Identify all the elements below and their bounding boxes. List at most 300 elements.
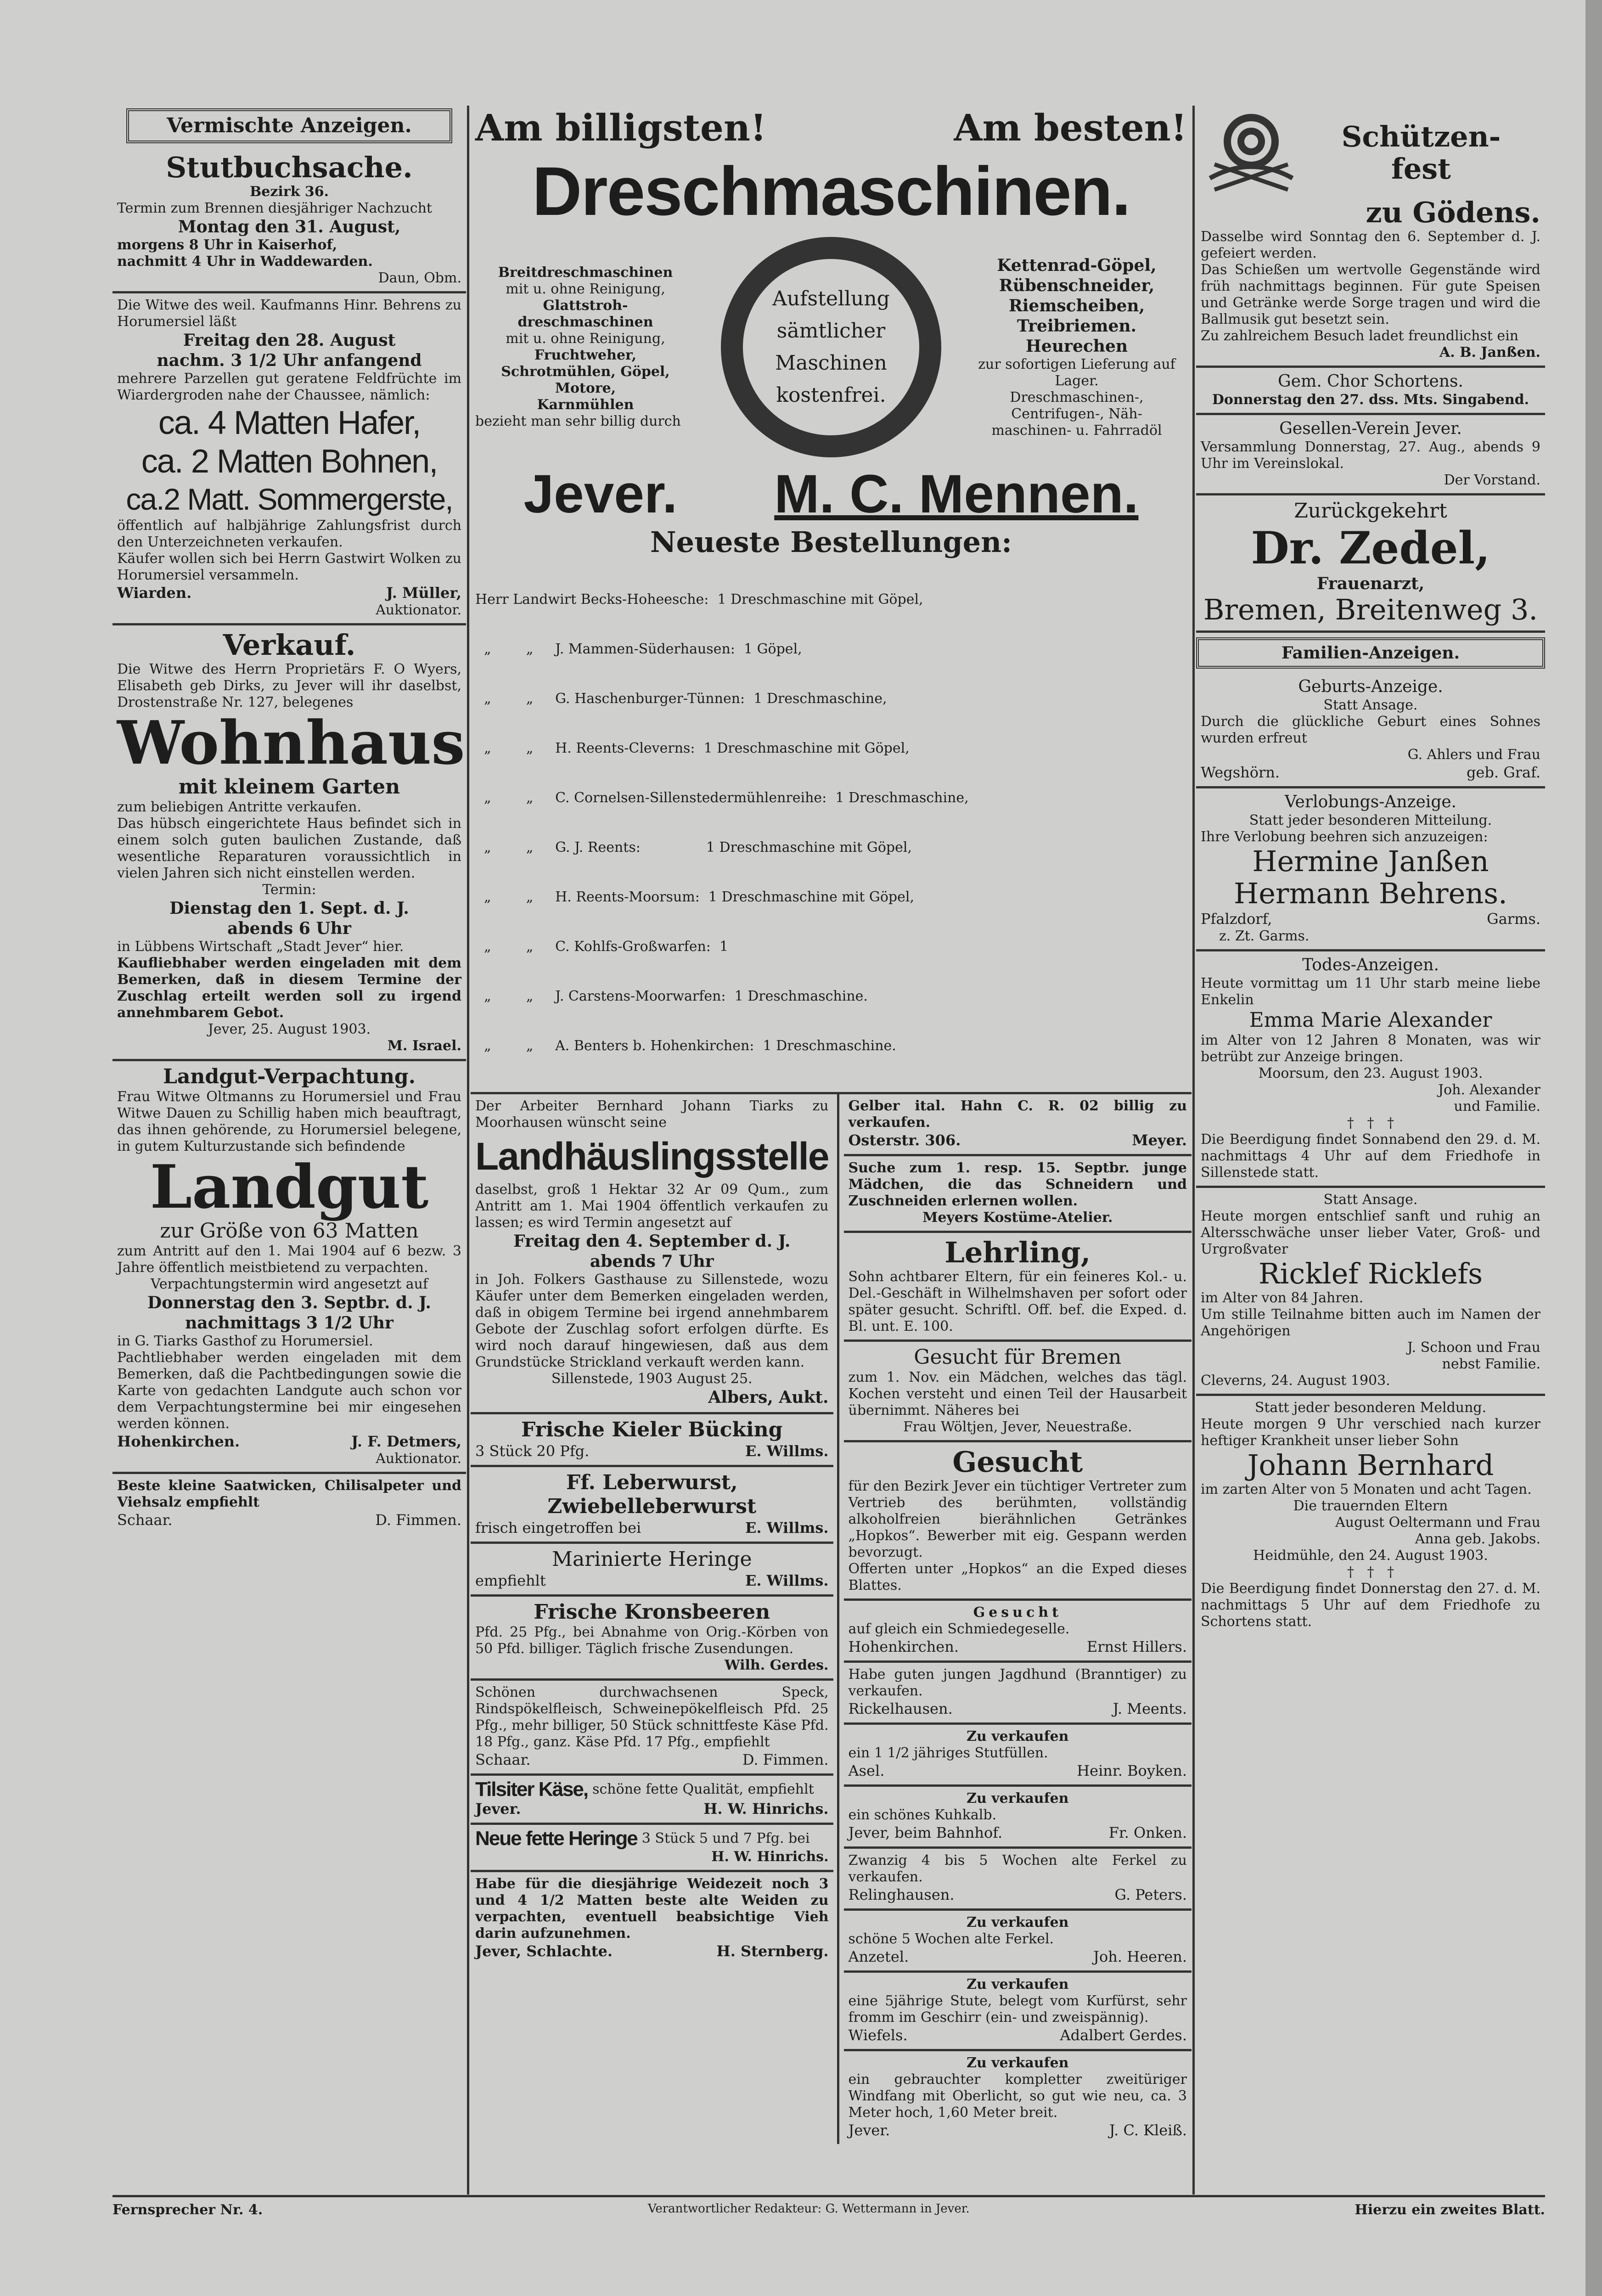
ad-signer: und Familie. xyxy=(1454,1098,1540,1114)
ad-place: Hohenkirchen. xyxy=(848,1638,959,1655)
ad-text: Donnerstag den 27. dss. Mts. Singabend. xyxy=(1212,392,1529,408)
ad-place: Rickelhausen. xyxy=(848,1700,953,1717)
ad-text: morgens 8 Uhr in Kaiserhof, xyxy=(117,237,337,253)
ad-text: frisch eingetroffen bei xyxy=(475,1519,641,1536)
ad-fette-heringe xyxy=(471,1825,833,1872)
ad-signature-row xyxy=(849,1699,1187,1718)
ad-witwe-behrens xyxy=(112,293,466,625)
ad-dateline: Cleverns, 24. August 1903. xyxy=(1201,1373,1390,1389)
ad-signature-row xyxy=(849,1947,1187,1966)
ad-signer: E. Willms. xyxy=(745,1572,829,1589)
middle-split xyxy=(471,1094,1192,2144)
ad-name: Hermine Janßen xyxy=(1252,844,1489,878)
ad-text: Statt jeder besonderen Mitteilung. xyxy=(1249,812,1492,828)
ad-title: Verkauf. xyxy=(223,628,356,662)
ad-text: im zarten Alter von 5 Monaten und acht Tagen. xyxy=(1201,1481,1532,1497)
ad-date: Donnerstag den 3. Septbr. d. J. xyxy=(147,1293,431,1312)
ad-signature-row xyxy=(1201,910,1540,928)
ad-lehrling xyxy=(844,1233,1192,1342)
list-item: maschinen- u. Fahrradöl xyxy=(991,422,1162,439)
list-item: mit u. ohne Reinigung, xyxy=(506,281,665,297)
ad-signature-row xyxy=(849,1131,1187,1149)
ad-time: abends 6 Uhr xyxy=(227,919,351,938)
ad-kronsbeeren xyxy=(471,1597,833,1681)
ad-title: Zu verkaufen xyxy=(967,2055,1069,2071)
list-item: Centrifugen-, Näh- xyxy=(1011,406,1142,422)
ad-date: Freitag den 28. August xyxy=(183,331,396,350)
ad-geburt xyxy=(1196,673,1545,788)
ad-signer: Der Vorstand. xyxy=(1444,472,1540,488)
ad-signer: Anna geb. Jakobs. xyxy=(1415,1531,1540,1547)
ad-text: Um stille Teilnahme bitten auch im Namen der Angehörigen xyxy=(1201,1306,1540,1339)
ad-title: Zwiebelleberwurst xyxy=(547,1495,757,1518)
section-title-frame xyxy=(126,108,452,143)
ad-title: Schützen- xyxy=(1341,120,1501,153)
ad-signer: Heinr. Boyken. xyxy=(1077,1762,1187,1779)
ad-text: Kaufliebhaber werden eingeladen mit dem Bemerken, daß in diesem Termine der Zuschlag erteilt werden soll zu irgend annehmbarem Gebot. xyxy=(117,955,461,1021)
ad-nee: geb. Graf. xyxy=(1466,764,1540,781)
ad-signer: E. Willms. xyxy=(745,1442,829,1460)
ad-title: zu Gödens. xyxy=(1366,196,1540,229)
ad-text: in Lübbens Wirtschaft „Stadt Jever“ hier. xyxy=(117,939,404,955)
ad-bremen xyxy=(844,1342,1192,1442)
ad-title: Zu verkaufen xyxy=(967,1728,1069,1745)
ad-text: Suche zum 1. resp. 15. Septbr. junge Mädchen, die das Schneidern und Zuschneiden erlernen wollen. xyxy=(848,1160,1187,1209)
ad-place: Schaar. xyxy=(475,1751,531,1768)
ad-signature-row xyxy=(849,1761,1187,1780)
column-middle xyxy=(471,106,1192,2195)
ad-text: Die Beerdigung findet Sonnabend den 29. d. M. nachmittags 4 Uhr auf dem Friedhofe in Sillenstede statt. xyxy=(1201,1131,1540,1181)
ad-circle xyxy=(721,237,941,457)
ad-text: 3 Stück 5 und 7 Pfg. bei xyxy=(641,1830,810,1846)
ad-text: für den Bezirk Jever ein tüchtiger Vertreter zum Vertrieb des berühmten, vollständig alkoholfreien bierähnlichen Getränkes „Hopkos“. Bewerber mit eig. Gespann werden bevorzugt. xyxy=(848,1478,1187,1560)
list-item: Kettenrad-Göpel, xyxy=(997,256,1157,275)
ad-dateline: Sillenstede, 1903 August 25. xyxy=(551,1371,753,1387)
list-item: „ „ H. Reents-Moorsum: 1 Dreschmaschine mit Göpel, xyxy=(475,889,914,905)
ad-signer: Ernst Hillers. xyxy=(1086,1638,1187,1655)
ad-signer: August Oeltermann und Frau xyxy=(1335,1514,1540,1531)
ad-text: Das hübsch eingerichtete Haus befindet sich in einem solch guten baulichen Zustande, daß wesentliche Reparaturen voraussichtlich in vielen Jahren sich nicht einstellen werden. xyxy=(117,816,461,881)
list-item: Riemscheiben, xyxy=(1008,296,1145,315)
ad-signer: H. W. Hinrichs. xyxy=(703,1800,829,1818)
list-item: Breitdreschmaschinen xyxy=(498,264,673,281)
ad-tilsiter xyxy=(471,1776,833,1825)
ad-text: ein gebrauchter kompletter zweitüriger Windfang mit Oberlicht, so gut wie neu, ca. 3 Meter hoch, 1,60 Meter breit. xyxy=(848,2071,1187,2121)
ad-text: Statt jeder besonderen Meldung. xyxy=(1254,1400,1487,1416)
ad-text: zum Antritt auf den 1. Mai 1904 auf 6 bezw. 3 Jahre öffentlich meistbietend zu verpachten. xyxy=(117,1243,461,1276)
ad-text: Die trauernden Eltern xyxy=(1293,1498,1448,1514)
ad-title: Verlobungs-Anzeige. xyxy=(1284,793,1457,811)
ad-signature-row xyxy=(1201,763,1540,782)
ad-headline: Landgut xyxy=(150,1152,429,1222)
ad-signer: nebst Familie. xyxy=(1442,1356,1540,1372)
ad-text: Termin: xyxy=(262,882,316,898)
ad-place: Wegshörn. xyxy=(1201,764,1280,781)
list-item: mit u. ohne Reinigung, xyxy=(506,331,665,347)
ad-signature-row xyxy=(475,1442,829,1460)
ad-text: Dasselbe wird Sonntag den 6. September d. J. gefeiert werden. xyxy=(1201,229,1540,261)
ad-zedel xyxy=(1196,495,1545,633)
ad-title: Geburts-Anzeige. xyxy=(1298,677,1443,696)
ad-text: im Alter von 12 Jahren 8 Monaten, was wir betrübt zur Anzeige bringen. xyxy=(1201,1032,1540,1065)
ad-ferkel-2 xyxy=(844,1911,1192,1973)
ad-text: Heute morgen entschlief sanft und ruhig an Altersschwäche unser lieber Vater, Groß- und Urgroßvater xyxy=(1201,1208,1540,1257)
ad-place: Jever. xyxy=(523,464,678,524)
ad-landgut xyxy=(112,1061,466,1474)
list-item: Heurechen xyxy=(1025,337,1128,356)
ad-text: Käufer wollen sich bei Herrn Gastwirt Wolken zu Horumersiel versammeln. xyxy=(117,551,461,583)
ad-signature-row xyxy=(849,2121,1187,2139)
list-item: Karnmühlen xyxy=(537,397,634,413)
ad-signer: J. C. Kleiß. xyxy=(1109,2122,1187,2139)
ad-dreschmaschinen xyxy=(471,106,1192,1094)
cross-icons: † † † xyxy=(1347,1115,1394,1131)
target-emblem-icon xyxy=(1201,109,1302,197)
ad-speck xyxy=(471,1681,833,1776)
ad-place: Wiarden. xyxy=(117,584,192,602)
ad-place: Jever, Schlachte. xyxy=(475,1942,613,1960)
ad-tod-bernhard xyxy=(1196,1396,1545,1635)
column-rule xyxy=(467,106,469,2195)
ad-place: Anzetel. xyxy=(848,1948,909,1965)
ad-left-list xyxy=(475,264,696,430)
ad-header-right: Am besten! xyxy=(954,106,1187,149)
ad-time: abends 7 Uhr xyxy=(590,1252,714,1271)
ad-stutfuellen xyxy=(844,1725,1192,1787)
ad-text: Durch die glückliche Geburt eines Sohnes wurden erfreut xyxy=(1201,714,1540,746)
ad-signer: J. Meents. xyxy=(1113,1700,1187,1717)
ad-place: Garms. xyxy=(1487,910,1540,928)
ad-text: eine 5jährige Stute, belegt vom Kurfürst, sehr fromm im Geschirr (ein- und zweispännig). xyxy=(848,1993,1187,2026)
ad-stutbuch xyxy=(112,148,466,293)
ad-address: Bremen, Breitenweg 3. xyxy=(1203,593,1538,626)
ad-buecking xyxy=(471,1414,833,1467)
ad-signer: H. W. Hinrichs. xyxy=(711,1849,829,1865)
ad-place: Pfalzdorf, xyxy=(1201,910,1272,928)
ad-title: Lehrling, xyxy=(944,1236,1091,1269)
ad-hahn xyxy=(844,1094,1192,1156)
ad-text: auf gleich ein Schmiedegeselle. xyxy=(848,1621,1070,1637)
list-item: „ „ J. Mammen-Süderhausen: 1 Göpel, xyxy=(475,641,802,657)
ad-names: G. Ahlers und Frau xyxy=(1407,747,1540,763)
ad-maedchen xyxy=(844,1156,1192,1233)
ad-name: Ricklef Ricklefs xyxy=(1258,1257,1483,1290)
ad-text: Habe guten jungen Jagdhund (Branntiger) zu verkaufen. xyxy=(848,1666,1187,1699)
ad-text: öffentlich auf halbjährige Zahlungsfrist durch den Unterzeichneten verkaufen. xyxy=(117,518,461,550)
ad-verlobung xyxy=(1196,788,1545,951)
ad-vertreter xyxy=(844,1442,1192,1601)
ad-text: Statt Ansage. xyxy=(1323,697,1418,713)
ad-signature-row xyxy=(475,1942,829,1960)
ad-text: Pfd. 25 Pfg., bei Abnahme von Orig.-Körben von 50 Pfd. billiger. Täglich frische Zusendungen. xyxy=(475,1624,829,1657)
ad-header-row xyxy=(475,106,1187,150)
ad-text: Sohn achtbarer Eltern, für ein feineres Kol.- u. Del.-Geschäft in Wilhelmshaven per sofort oder später gesucht. Schriftl. Off. bef. die Exped. d. Bl. unt. E. 100. xyxy=(848,1269,1187,1334)
ad-title: Stutbuchsache. xyxy=(166,151,413,184)
ad-signer: Meyer. xyxy=(1132,1131,1187,1149)
ad-subheadline: mit kleinem Garten xyxy=(178,775,400,799)
footer-editor: Verantwortlicher Redakteur: G. Wettermann in Jever. xyxy=(647,2202,970,2216)
ad-name: Hermann Behrens. xyxy=(1234,877,1507,910)
ad-dateline: Jever, 25. August 1903. xyxy=(208,1021,371,1037)
ad-schuetzenfest xyxy=(1196,106,1545,368)
list-item: Motore, xyxy=(555,380,616,396)
ad-text: Offerten unter „Hopkos“ an die Exped dieses Blattes. xyxy=(848,1561,1187,1593)
ad-role: Auktionator. xyxy=(376,1451,461,1467)
ad-title: Marinierte Heringe xyxy=(551,1548,752,1571)
ad-subtitle: Bezirk 36. xyxy=(249,184,329,200)
column-left xyxy=(112,106,466,2195)
ad-text: Heute morgen 9 Uhr verschied nach kurzer heftiger Krankheit unser lieber Sohn xyxy=(1201,1416,1540,1449)
list-item: Rübenschneider, xyxy=(999,276,1155,295)
ad-text: Die Beerdigung findet Donnerstag den 27. d. M. nachmittags 5 Uhr auf dem Friedhofe zu Schortens statt. xyxy=(1201,1581,1540,1630)
ad-schmiede xyxy=(844,1601,1192,1663)
column-rule xyxy=(1192,106,1195,2195)
ad-title: Gesucht für Bremen xyxy=(914,1345,1122,1369)
ad-text: schöne 5 Wochen alte Ferkel. xyxy=(848,1931,1054,1947)
ad-text: in G. Tiarks Gasthof zu Horumersiel. xyxy=(117,1333,373,1349)
ad-headline: Landhäuslingsstelle xyxy=(475,1135,829,1178)
ad-right-list xyxy=(967,255,1187,439)
ad-signature-row xyxy=(117,1511,461,1529)
list-item: Glattstroh- xyxy=(543,298,628,314)
ad-text: Versammlung Donnerstag, 27. Aug., abends 9 Uhr im Vereinslokal. xyxy=(1201,439,1540,472)
ad-saatwicken xyxy=(112,1474,466,1534)
ad-text: zum 1. Nov. ein Mädchen, welches das tägl. Kochen versteht und einen Teil der Hausarbeit übernimmt. Näheres bei xyxy=(848,1369,1187,1418)
ad-text: Gelber ital. Hahn C. R. 02 billig zu verkaufen. xyxy=(848,1098,1187,1131)
ad-signature-row xyxy=(849,1638,1187,1656)
ad-text: ein 1 1/2 jähriges Stutfüllen. xyxy=(848,1745,1048,1761)
ad-signer: Meyers Kostüme-Atelier. xyxy=(922,1210,1113,1226)
ad-item: ca. 4 Matten Hafer, xyxy=(158,405,421,441)
ad-title: Gesucht xyxy=(952,1445,1083,1479)
cross-icons: † † † xyxy=(1347,1564,1394,1580)
ad-text: Pachtliebhaber werden eingeladen mit dem Bemerken, daß die Pachtbedingungen sowie die Karte von gedachten Landgute auch schon vor dem Verpachtungstermine bei mir eingesehen werden können. xyxy=(117,1350,461,1432)
section-title: Familien-Anzeigen. xyxy=(1282,643,1460,663)
ad-signer: Fr. Onken. xyxy=(1108,1824,1187,1841)
ad-signer: G. Peters. xyxy=(1114,1886,1187,1903)
ad-signature-row xyxy=(475,1519,829,1537)
ad-headline: Dr. Zedel, xyxy=(1251,522,1490,574)
ad-place: Hohenkirchen. xyxy=(117,1433,240,1450)
ad-header-left: Am billigsten! xyxy=(475,106,767,149)
ad-text: Die Witwe des weil. Kaufmanns Hinr. Behrens zu Horumersiel läßt xyxy=(117,297,461,330)
list-item: „ „ G. Haschenburger-Tünnen: 1 Dreschmaschine, xyxy=(475,691,887,707)
ad-signer: H. Sternberg. xyxy=(716,1942,829,1960)
ad-title-row xyxy=(475,1829,829,1849)
ad-title: Gem. Chor Schortens. xyxy=(1278,372,1463,391)
ad-weiden xyxy=(471,1872,833,1965)
ad-title: Gesellen-Verein Jever. xyxy=(1279,419,1462,438)
ad-chor xyxy=(1196,368,1545,415)
ad-verkauf xyxy=(112,625,466,1061)
ad-title: Frische Kieler Bücking xyxy=(521,1418,783,1441)
ad-firm: M. C. Mennen. xyxy=(774,464,1139,524)
ad-signer: D. Fimmen. xyxy=(742,1751,829,1768)
list-item: zur sofortigen Lieferung auf Lager. xyxy=(978,356,1175,389)
ad-text: Ihre Verlobung beehren sich anzuzeigen: xyxy=(1201,829,1488,845)
section-title: Vermischte Anzeigen. xyxy=(167,114,412,137)
list-item: dreschmaschinen xyxy=(517,314,653,330)
ad-name: Emma Marie Alexander xyxy=(1249,1008,1492,1032)
ad-tod-ricklefs xyxy=(1196,1188,1545,1396)
ad-dateline: Moorsum, den 23. August 1903. xyxy=(1258,1065,1483,1081)
footer-rule xyxy=(112,2195,1545,2197)
ad-date: Dienstag den 1. Sept. d. J. xyxy=(169,899,409,918)
ad-title: Zu verkaufen xyxy=(967,1914,1069,1930)
ad-time: nachmittags 3 1/2 Uhr xyxy=(185,1313,393,1333)
list-item: Fruchtweher, xyxy=(534,347,637,363)
ad-role: Frauenarzt, xyxy=(1316,574,1425,593)
ad-title-row xyxy=(475,1779,829,1800)
footer-note: Hierzu ein zweites Blatt. xyxy=(1355,2202,1545,2218)
middle-left xyxy=(471,1094,839,2144)
list-item: Schrotmühlen, Göpel, xyxy=(501,364,670,380)
ad-signer: Frau Wöltjen, Jever, Neuestraße. xyxy=(903,1419,1132,1435)
list-item: „ „ H. Reents-Cleverns: 1 Dreschmaschine mit Göpel, xyxy=(475,740,910,756)
list-item: Herr Landwirt Becks-Hoheesche: 1 Dreschmaschine mit Göpel, xyxy=(475,591,923,608)
ad-text: Habe für die diesjährige Weidezeit noch 3 und 4 1/2 Matten beste alte Weiden zu verpachten, eventuell beabsichtige Vieh darin aufzunehmen. xyxy=(475,1876,829,1941)
ad-title: Zu verkaufen xyxy=(967,1790,1069,1806)
ad-text: bezieht man sehr billig durch xyxy=(475,413,681,429)
ad-signer: D. Fimmen. xyxy=(375,1511,461,1529)
ad-address: Osterstr. 306. xyxy=(848,1131,961,1149)
ad-place: Jever, beim Bahnhof. xyxy=(848,1824,1003,1841)
list-item: „ „ C. Cornelsen-Sillenstedermühlenreihe: 1 Dreschmaschine, xyxy=(475,790,969,806)
ad-signer: J. F. Detmers, xyxy=(351,1433,461,1450)
ad-title: Landgut-Verpachtung. xyxy=(163,1065,416,1088)
ad-role: Auktionator. xyxy=(376,602,461,618)
ad-signer: Wilh. Gerdes. xyxy=(724,1657,829,1673)
orders-title: Neueste Bestellungen: xyxy=(650,525,1012,559)
ad-title: Frische Kronsbeeren xyxy=(534,1600,770,1624)
ad-tod-alexander xyxy=(1196,951,1545,1188)
ad-item: ca.2 Matt. Sommergerste, xyxy=(126,482,453,516)
ad-kuhkalb xyxy=(844,1787,1192,1849)
ad-text: ein schönes Kuhkalb. xyxy=(848,1807,997,1823)
ad-signature-row xyxy=(475,1571,829,1590)
ad-signature-row xyxy=(849,2026,1187,2044)
ad-signer: J. Schoon und Frau xyxy=(1407,1339,1540,1356)
ad-text: schöne fette Qualität, empfiehlt xyxy=(592,1781,814,1797)
ad-text: Termin zum Brennen diesjähriger Nachzucht xyxy=(117,200,432,216)
ad-signature-row xyxy=(849,1823,1187,1842)
ad-title-block xyxy=(1302,121,1540,185)
ad-title: Todes-Anzeigen. xyxy=(1302,956,1439,974)
list-item: „ „ J. Carstens-Moorwarfen: 1 Dreschmaschine. xyxy=(475,988,868,1004)
ad-signer: Joh. Alexander xyxy=(1438,1082,1540,1098)
ad-text: Das Schießen um wertvolle Gegenstände wird früh nachmittags beginnen. Für gute Speisen und Getränke werde Sorge tragen und wird die Ballmusik gut besetzt sein. xyxy=(1201,262,1540,327)
ad-text: Verpachtungstermin wird angesetzt auf xyxy=(151,1276,428,1292)
ad-item: ca. 2 Matten Bohnen, xyxy=(141,443,438,480)
list-item: Treibriemen. xyxy=(1017,316,1137,336)
ad-text: Der Arbeiter Bernhard Johann Tiarks zu Moorhausen wünscht seine xyxy=(475,1098,829,1131)
ad-text: Die Witwe des Herrn Proprietärs F. O Wyers, Elisabeth geb Dirks, zu Jever will ihr daselbst, Drostenstraße Nr. 127, belegenes xyxy=(117,661,461,710)
ad-place: Schaar. xyxy=(117,1511,173,1529)
ad-text: Beste kleine Saatwicken, Chilisalpeter und Viehsalz empfiehlt xyxy=(117,1478,461,1510)
ad-text: nachmitt 4 Uhr in Waddewarden. xyxy=(117,253,373,270)
ad-text: Heute vormittag um 11 Uhr starb meine liebe Enkelin xyxy=(1201,975,1540,1008)
ad-title: Zu verkaufen xyxy=(967,1976,1069,1992)
ad-date: Montag den 31. August, xyxy=(178,217,401,236)
ad-tiarks xyxy=(471,1094,833,1414)
ad-title: Tilsiter Käse, xyxy=(475,1778,588,1801)
ad-circle-wrap xyxy=(696,232,967,462)
column-right xyxy=(1196,106,1545,2195)
ad-title: Ff. Leberwurst, xyxy=(566,1471,738,1494)
middle-right xyxy=(844,1094,1192,2144)
ad-signature-row xyxy=(117,1432,461,1451)
ad-name: Johann Bernhard xyxy=(1247,1448,1494,1482)
list-item: „ „ C. Kohlfs-Großwarfen: 1 xyxy=(475,939,729,955)
ad-signer: J. Müller, xyxy=(386,584,461,602)
ad-text: empfiehlt xyxy=(475,1572,546,1589)
ad-text: mehrere Parzellen gut geratene Feldfrüchte im Wiardergroden nahe der Chaussee, nämlich: xyxy=(117,371,461,403)
ad-windfang xyxy=(844,2051,1192,2144)
page-footer xyxy=(112,2202,1545,2218)
ad-firm-row xyxy=(475,462,1187,526)
ad-signer: Joh. Heeren. xyxy=(1093,1948,1187,1965)
ad-date: Freitag den 4. September d. J. xyxy=(513,1232,791,1251)
ad-text: im Alter von 84 Jahren. xyxy=(1201,1290,1364,1306)
ad-signer: Adalbert Gerdes. xyxy=(1060,2026,1187,2044)
ad-signer: M. Israel. xyxy=(387,1038,461,1054)
ad-text: Zwanzig 4 bis 5 Wochen alte Ferkel zu verkaufen. xyxy=(848,1852,1187,1885)
ad-text: in Joh. Folkers Gasthause zu Sillenstede, wozu Käufer unter dem Bemerken eingeladen werden, daß in obigem Termine bei irgend annehmbarem Gebote der Zuschlag sofort erfolgen dürfte. Es wird noch darauf hingewiesen, daß aus dem Grundstücke Strickland verkauft werden kann. xyxy=(475,1272,829,1370)
ad-circle-text: Aufstellung sämtlicher Maschinen kostenfrei. xyxy=(772,287,890,407)
ad-leberwurst xyxy=(471,1467,833,1544)
ad-jagdhund xyxy=(844,1663,1192,1725)
ad-stute xyxy=(844,1973,1192,2051)
ad-title: fest xyxy=(1391,152,1451,186)
list-item: „ „ A. Benters b. Hohenkirchen: 1 Dreschmaschine. xyxy=(475,1038,896,1054)
ad-text: Zurückgekehrt xyxy=(1294,499,1447,523)
ad-ferkel xyxy=(844,1849,1192,1911)
ad-place: z. Zt. Garms. xyxy=(1219,928,1310,944)
ad-text: daselbst, groß 1 Hektar 32 Ar 09 Qum., zum Antritt am 1. Mai 1904 öffentlich verkaufen zu lassen; es wird Termin angesetzt auf xyxy=(475,1182,829,1231)
ad-dateline: Heidmühle, den 24. August 1903. xyxy=(1253,1548,1488,1564)
ad-gesellen xyxy=(1196,415,1545,495)
ad-place: Wiefels. xyxy=(848,2026,908,2044)
ad-headline: Wohnhaus xyxy=(117,708,465,778)
ad-headline: Dreschmaschinen. xyxy=(532,152,1130,230)
ad-body xyxy=(475,232,1187,462)
ad-text: 3 Stück 20 Pfg. xyxy=(475,1442,590,1460)
ad-text: Schönen durchwachsenen Speck, Rindspökelfleisch, Schweinepökelfleisch Pfd. 25 Pfg., mehr billiger, 50 Stück schnittfeste Käse Pfd. 18 Pfg., ganz. Käse Pfd. 17 Pfg., empfiehlt xyxy=(475,1684,829,1750)
ad-signature-row xyxy=(475,1750,829,1769)
ad-marinierte-heringe xyxy=(471,1544,833,1597)
page-edge xyxy=(1585,0,1602,2296)
list-item: Dreschmaschinen-, xyxy=(1010,389,1144,405)
list-item: „ „ G. J. Reents: 1 Dreschmaschine mit Göpel, xyxy=(475,839,912,855)
ad-title: Neue fette Heringe xyxy=(475,1827,637,1850)
ad-header xyxy=(1201,109,1540,197)
ad-signature-row xyxy=(849,1885,1187,1904)
ad-signer: Albers, Aukt. xyxy=(708,1388,829,1407)
ad-signature-row xyxy=(475,1800,829,1818)
ad-time: nachm. 3 1/2 Uhr anfangend xyxy=(157,351,422,370)
ad-text: Frau Witwe Oltmanns zu Horumersiel und Frau Witwe Dauen zu Schillig haben mich beauftragt, das ihnen gehörende, zu Horumersiel belegene, in gutem Kulturzustande sich befindende xyxy=(117,1089,461,1154)
footer-phone: Fernsprecher Nr. 4. xyxy=(112,2202,263,2218)
ad-text: Zu zahlreichem Besuch ladet freundlichst ein xyxy=(1201,328,1519,344)
ad-title: Gesucht xyxy=(973,1604,1062,1621)
ad-place: Relinghausen. xyxy=(848,1886,955,1903)
ad-place: Jever. xyxy=(848,2122,890,2139)
ad-signature: Daun, Obm. xyxy=(378,270,461,286)
ad-signer: E. Willms. xyxy=(745,1519,829,1536)
ad-text: Statt Ansage. xyxy=(1323,1192,1418,1208)
ad-text: zum beliebigen Antritte verkaufen. xyxy=(117,799,362,815)
ad-place: Asel. xyxy=(848,1762,885,1779)
